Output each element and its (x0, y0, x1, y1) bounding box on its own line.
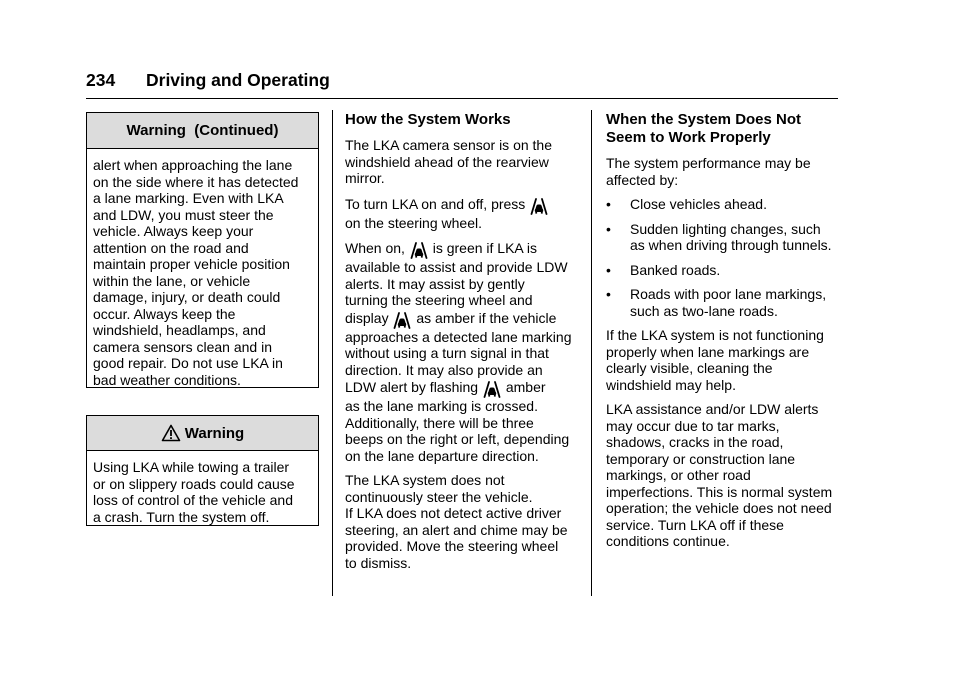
paragraph (606, 155, 841, 188)
text-line: Using LKA while towing a trailer (93, 459, 290, 475)
text-line: on the side where it has detected (93, 173, 299, 190)
text-line: attention on the road and (93, 239, 249, 256)
text-line: as when driving through tunnels. (630, 237, 832, 253)
heading-line: Seem to Work Properly (606, 129, 771, 146)
text-line: or on slippery roads could cause (93, 475, 295, 492)
text-line: approaches a detected lane marking (345, 328, 572, 345)
paragraph (345, 472, 585, 571)
lane-keep-assist-icon (409, 239, 429, 259)
text-fragment: amber (505, 379, 546, 395)
text-line: without using a turn signal in that (345, 345, 549, 361)
text-line: Close vehicles ahead. (630, 196, 767, 212)
warning-continued-box (86, 112, 319, 388)
text-line: clearly visible, cleaning the (606, 360, 773, 376)
paragraph (606, 327, 841, 393)
warning-triangle-icon (161, 424, 181, 442)
text-fragment: is green if LKA is (432, 240, 537, 256)
text-line: turning the steering wheel and (345, 292, 533, 308)
text-line: as the lane marking is crossed. (345, 398, 538, 414)
text-line: such as two-lane roads. (630, 302, 778, 319)
text-line: steering, an alert and chime may be (345, 521, 568, 538)
text-line: camera sensors clean and in (93, 338, 272, 355)
text-line: available to assist and provide LDW (345, 259, 568, 275)
page-header (86, 70, 330, 91)
paragraph (345, 195, 585, 232)
text-line: good repair. Do not use LKA in (93, 355, 283, 371)
text-line: service. Turn LKA off if these (606, 516, 784, 533)
text-line: a crash. Turn the system off. (93, 508, 270, 525)
text-line: provided. Move the steering wheel (345, 538, 559, 554)
text-line: and LDW, you must steer the (93, 206, 274, 223)
text-line: LKA assistance and/or LDW alerts (606, 401, 819, 417)
text-line: direction. It may also provide an (345, 361, 543, 378)
text-line: temporary or construction lane (606, 450, 796, 467)
text-line: windshield may help. (606, 376, 736, 393)
column-divider (332, 110, 333, 596)
lane-keep-assist-icon (482, 378, 502, 398)
text-line: alert when approaching the lane (93, 157, 293, 173)
warning-body (87, 451, 318, 525)
text-line: maintain proper vehicle position (93, 256, 290, 272)
warning-continued-title: Warning (Continued) (87, 113, 318, 149)
warning-continued-body (87, 149, 318, 388)
section-heading: How the System Works (345, 111, 511, 128)
text-line: a lane marking. Even with LKA (93, 190, 284, 206)
text-line: To turn LKA on and off, press (345, 195, 526, 212)
paragraph (345, 137, 585, 187)
text-line: conditions continue. (606, 533, 730, 549)
how-system-works-column (345, 111, 585, 579)
text-line: windshield, headlamps, and (93, 322, 266, 338)
text-line: mirror. (345, 170, 385, 186)
column-divider (591, 110, 592, 596)
list-item (606, 286, 841, 319)
text-line: shadows, cracks in the road, (606, 434, 784, 450)
bullet: • (606, 220, 611, 237)
section-heading (606, 111, 841, 147)
text-line: affected by: (606, 171, 679, 188)
text-line: markings, or other road (606, 467, 751, 483)
system-not-working-column (606, 111, 841, 558)
text-line: properly when lane markings are (606, 343, 810, 360)
text-fragment: When on, (345, 240, 405, 256)
text-line: damage, injury, or death could (93, 289, 281, 305)
text-line: If LKA does not detect active driver (345, 505, 562, 521)
paragraph (345, 239, 585, 464)
list-item (606, 221, 841, 254)
lane-keep-assist-icon (392, 309, 412, 329)
text-fragment: as amber if the vehicle (416, 309, 557, 326)
text-line: on the lane departure direction. (345, 447, 539, 464)
bullet: • (606, 196, 611, 212)
warning-box (86, 415, 319, 526)
text-line: bad weather conditions. (93, 371, 241, 388)
list-item (606, 196, 841, 213)
text-line: Roads with poor lane markings, (630, 286, 827, 302)
list-item (606, 262, 841, 279)
text-line: continuously steer the vehicle. (345, 488, 533, 505)
text-line: within the lane, or vehicle (93, 272, 251, 289)
page-number: 234 (86, 70, 116, 90)
bullet: • (606, 286, 611, 302)
header-rule (86, 98, 838, 99)
text-line: If the LKA system is not functioning (606, 327, 824, 343)
text-line: The LKA camera sensor is on the (345, 137, 552, 153)
section-title: Driving and Operating (146, 70, 330, 90)
text-line: alerts. It may assist by gently (345, 275, 525, 292)
text-line: windshield ahead of the rearview (345, 153, 549, 170)
heading-line: When the System Does Not (606, 111, 802, 128)
text-line: to dismiss. (345, 554, 412, 571)
text-line: vehicle. Always keep your (93, 223, 254, 239)
warning-title: Warning (184, 424, 245, 442)
text-fragment: display (345, 309, 389, 326)
bullet: • (606, 261, 611, 278)
text-line: Banked roads. (630, 261, 721, 278)
warning-title-bar (87, 416, 318, 451)
text-line: on the steering wheel. (345, 214, 482, 231)
text-line: loss of control of the vehicle and (93, 492, 294, 508)
text-line: Additionally, there will be three (345, 414, 534, 431)
text-line: The LKA system does not (345, 472, 505, 488)
text-line: occur. Always keep the (93, 305, 236, 322)
text-fragment: LDW alert by flashing (345, 379, 479, 395)
text-line: beeps on the right or left, depending (345, 431, 570, 447)
text-line: imperfections. This is normal system (606, 483, 833, 500)
paragraph (606, 401, 841, 550)
text-line: may occur due to tar marks, (606, 417, 780, 434)
text-line: The system performance may be (606, 155, 811, 171)
text-line: Sudden lighting changes, such (630, 220, 821, 237)
lane-keep-assist-icon (529, 195, 549, 215)
text-line: operation; the vehicle does not need (606, 500, 832, 516)
